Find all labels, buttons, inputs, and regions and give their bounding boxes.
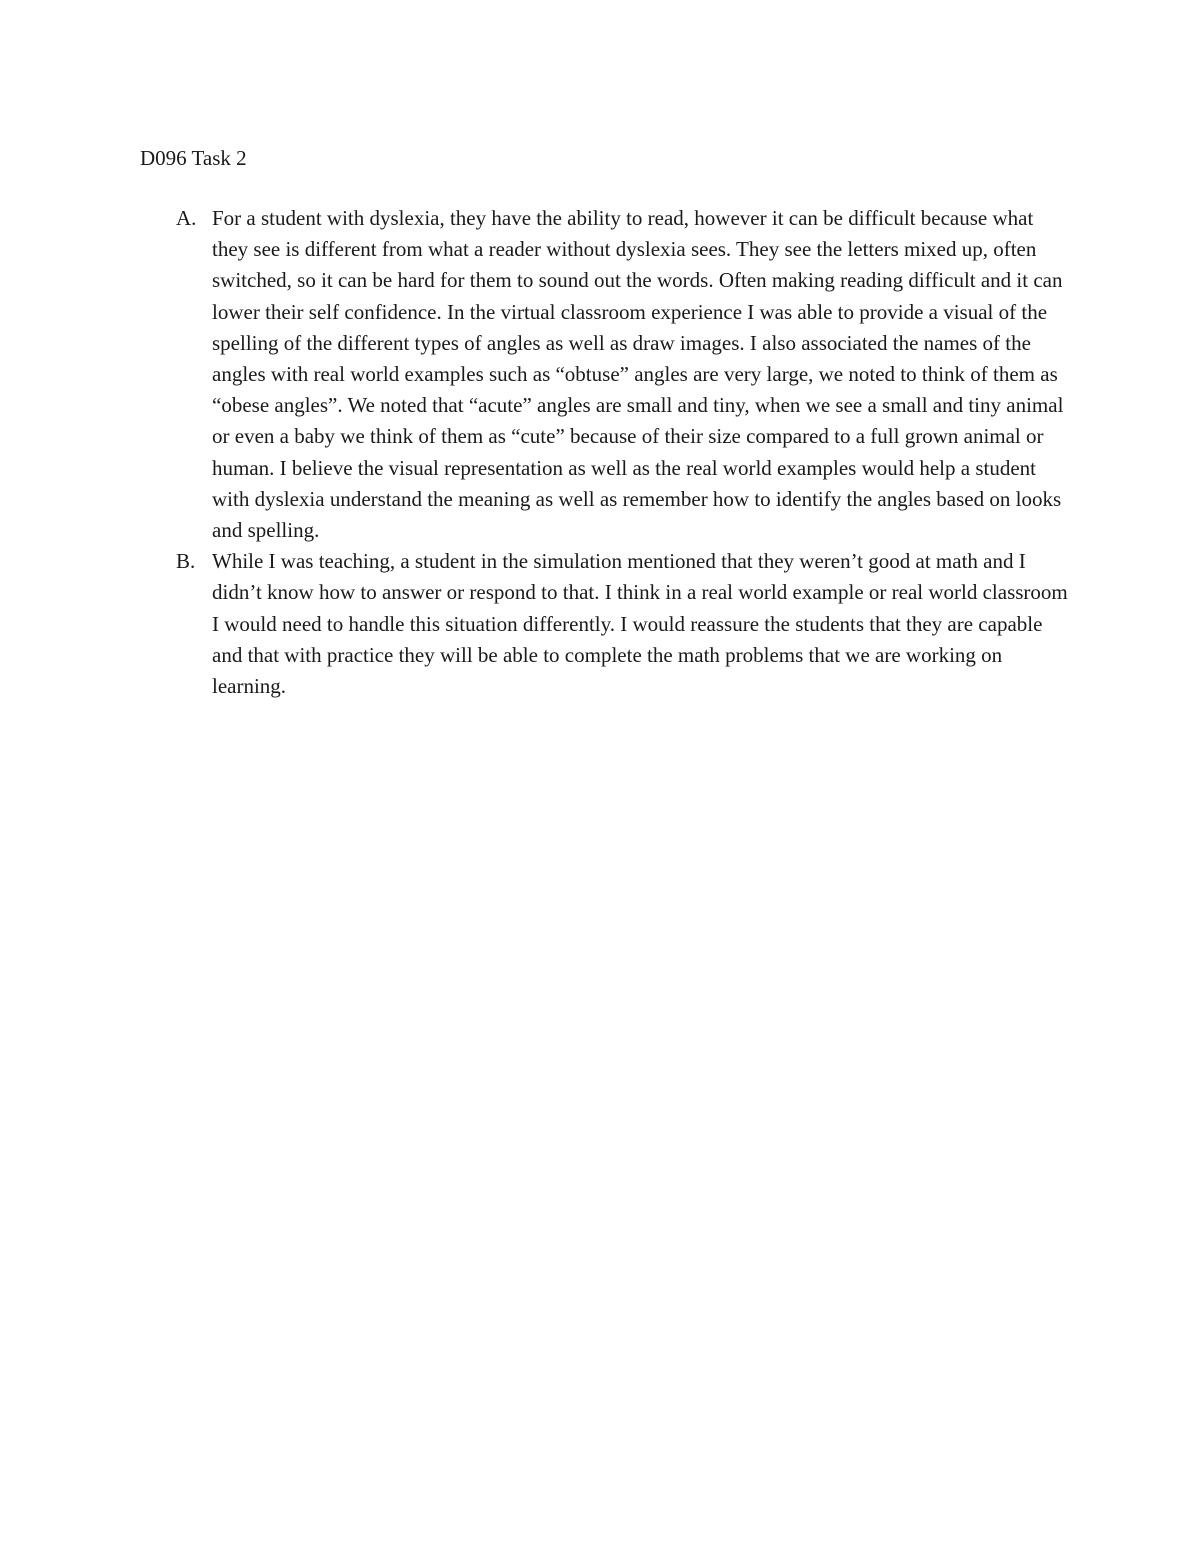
list-marker-b: B. [176, 549, 196, 574]
list-item-a [140, 203, 1070, 546]
list-text-b: While I was teaching, a student in the simulation mentioned that they weren’t good at math and I didn’t know how to answer or respond to that. I think in a real world example or real world classroom I would need to handle this situation differently. I would reassure the students that they are capable and that with practice they will be able to complete the math problems that we are working on learning. [212, 549, 1068, 699]
answer-list [140, 203, 1070, 702]
document-title: D096 Task 2 [140, 146, 247, 170]
list-marker-a: A. [176, 206, 197, 230]
list-item-b [140, 546, 1070, 702]
list-text-a: For a student with dyslexia, they have the ability to read, however it can be difficult because what they see is different from what a reader without dyslexia sees. They see the letters mixed up, often switched, so it can be hard for them to sound out the words. Often making reading difficult and it can lower their self confidence. In the virtual classroom experience I was able to provide a visual of the spelling of the different types of angles as well as draw images. I also associated the names of the angles with real world examples such as “obtuse” angles are very large, we noted to think of them as “obese angles”. We noted that “acute” angles are small and tiny, when we see a small and tiny animal or even a baby we think of them as “cute” because of their size compared to a full grown animal or human. I believe the visual representation as well as the real world examples would help a student with dyslexia understand the meaning as well as remember how to identify the angles based on looks and spelling. [212, 206, 1064, 543]
